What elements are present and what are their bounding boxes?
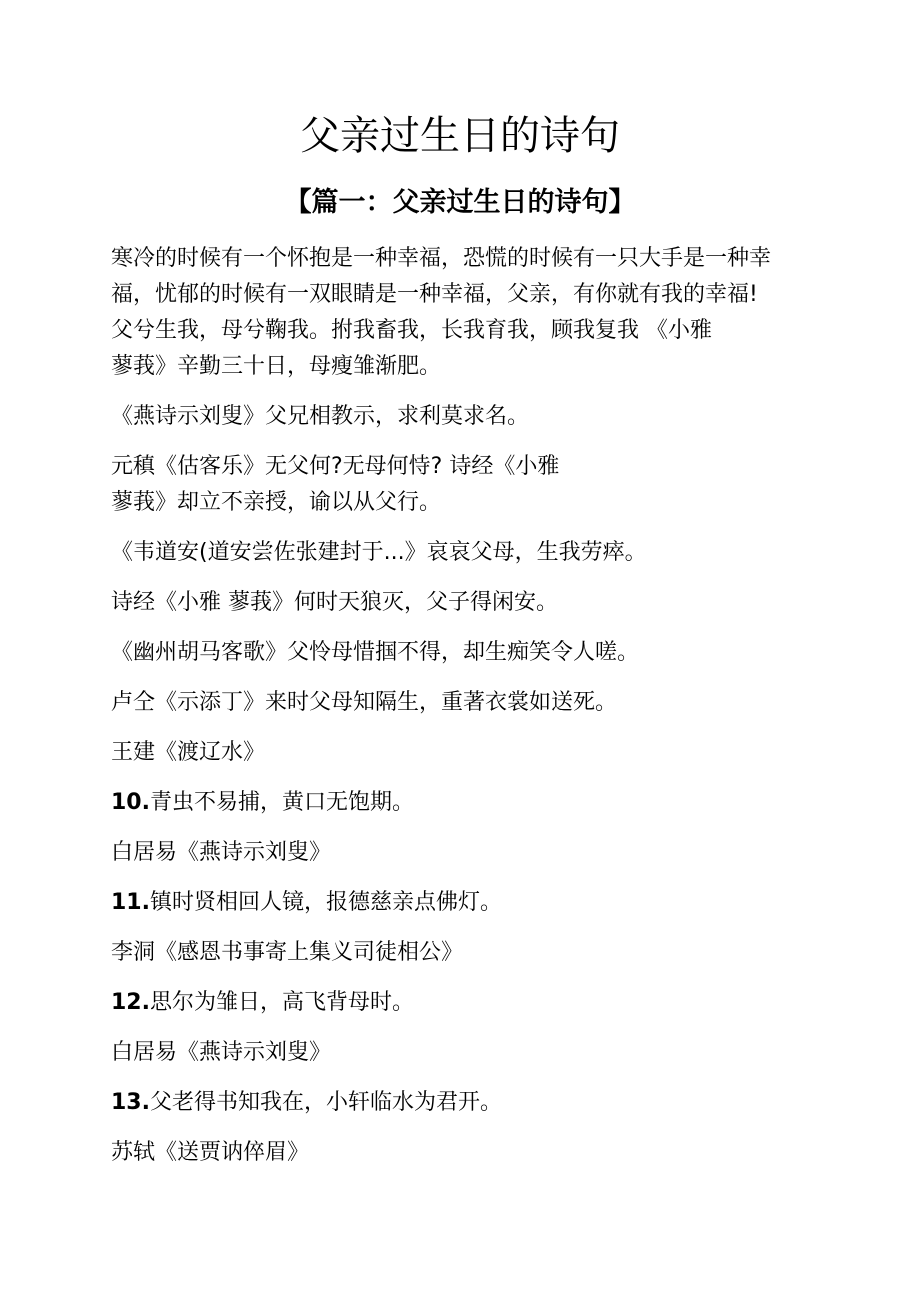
paragraph xyxy=(111,635,816,671)
text-line: 寒冷的时候有一个怀抱是一种幸福，恐慌的时候有一只大手是一种幸 xyxy=(111,246,772,271)
paragraph xyxy=(111,585,816,621)
text-content: 青虫不易捕，黄口无饱期。 xyxy=(149,790,414,815)
text-content: 父老得书知我在，小轩临水为君开。 xyxy=(149,1090,502,1115)
item-number: 11. xyxy=(111,890,150,915)
paragraph xyxy=(111,449,816,521)
text-line: 《韦道安(道安尝佐张建封于...》哀哀父母，生我劳瘁。 xyxy=(111,540,647,565)
text-line: 《燕诗示刘叟》父兄相教示，求利莫求名。 xyxy=(111,404,530,429)
text-line: 苏轼《送贾讷倅眉》 xyxy=(111,1140,310,1165)
item-number: 12. xyxy=(111,990,150,1015)
text-line: 《幽州胡马客歌》父怜母惜掴不得，却生痴笑令人嗟。 xyxy=(111,640,640,665)
text-line: 蓼莪》却立不亲授，谕以从父行。 xyxy=(111,490,442,515)
item-number: 10. xyxy=(111,790,150,815)
paragraph xyxy=(111,835,816,871)
numbered-paragraph xyxy=(111,885,816,921)
numbered-paragraph xyxy=(111,785,816,821)
section-heading: 【篇一：父亲过生日的诗句】 xyxy=(284,187,636,218)
item-number: 13. xyxy=(111,1090,150,1115)
paragraph xyxy=(111,399,816,435)
text-line: 福，忧郁的时候有一双眼睛是一种幸福，父亲，有你就有我的幸福! xyxy=(111,282,758,307)
paragraph xyxy=(111,535,816,571)
text-line xyxy=(111,785,816,821)
text-line: 蓼莪》辛勤三十日，母瘦雏渐肥。 xyxy=(111,354,442,379)
text-content: 思尔为雏日，高飞背母时。 xyxy=(149,990,414,1015)
paragraph xyxy=(111,935,816,971)
text-line xyxy=(111,1085,816,1121)
paragraph xyxy=(111,1035,816,1071)
text-line: 卢仝《示添丁》来时父母知隔生，重著衣裳如送死。 xyxy=(111,690,618,715)
paragraph xyxy=(111,685,816,721)
numbered-paragraph xyxy=(111,985,816,1021)
text-content: 镇时贤相回人镜，报德慈亲点佛灯。 xyxy=(149,890,502,915)
paragraph xyxy=(111,735,816,771)
text-line: 王建《渡辽水》 xyxy=(111,740,266,765)
paragraph xyxy=(111,1135,816,1171)
text-line: 元稹《估客乐》无父何?无母何恃? 诗经《小雅 xyxy=(111,454,560,479)
paragraph-intro xyxy=(111,241,816,385)
text-line xyxy=(111,885,816,921)
text-line xyxy=(111,985,816,1021)
text-line: 李洞《感恩书事寄上集义司徒相公》 xyxy=(111,940,464,965)
numbered-paragraph xyxy=(111,1085,816,1121)
document-body xyxy=(111,241,816,1185)
text-line: 父兮生我，母兮鞠我。拊我畜我，长我育我，顾我复我 《小雅 xyxy=(111,318,712,343)
text-line: 白居易《燕诗示刘叟》 xyxy=(111,1040,332,1065)
text-line: 诗经《小雅 蓼莪》何时天狼灭，父子得闲安。 xyxy=(111,590,558,615)
page-title: 父亲过生日的诗句 xyxy=(300,113,620,159)
text-line: 白居易《燕诗示刘叟》 xyxy=(111,840,332,865)
